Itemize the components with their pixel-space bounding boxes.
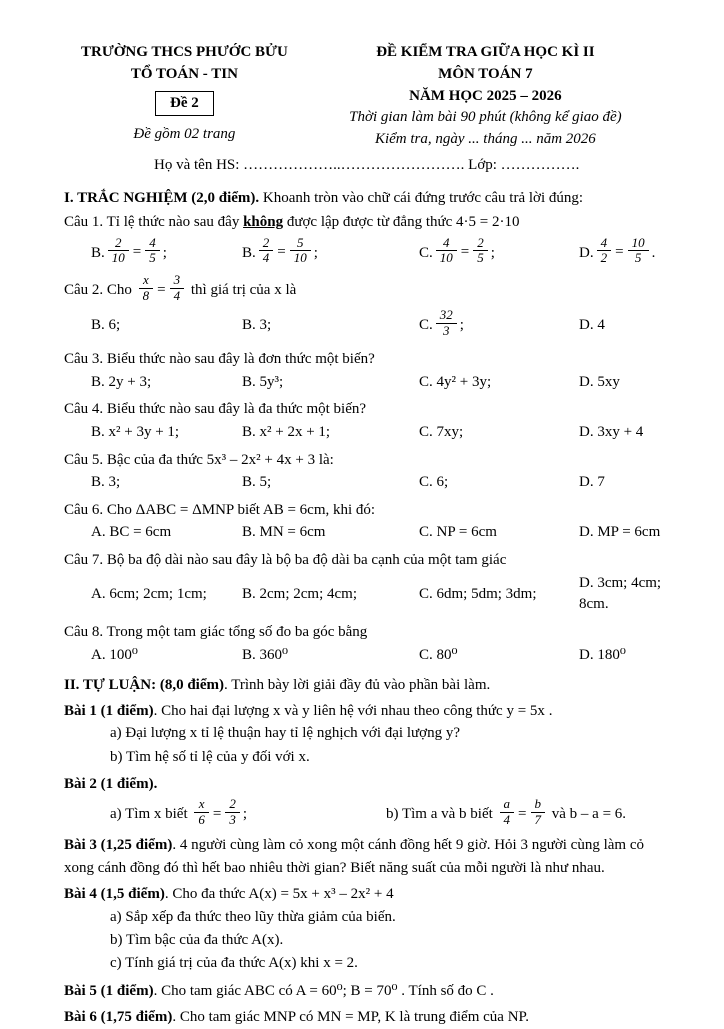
q1-option-1: B. $\frac{2}{10}$ = $\frac{4}{5}$ ; xyxy=(91,234,167,266)
exercise-3-stem: Bài 3 (1,25 điểm). 4 người cùng làm cỏ xong một cánh đồng hết 9 giờ. Hỏi 3 người cùng làm cỏ xong cánh đồng đó thì hết bao nhiêu thời gian? Biết năng suất của mỗi người là như nhau. xyxy=(64,837,644,876)
fraction: $\frac{4}{10}$ xyxy=(436,236,457,267)
q7-option-2: B. 2cm; 2cm; 4cm; xyxy=(242,585,357,602)
fraction: $\frac{4}{5}$ xyxy=(145,236,160,267)
q5-option-4: D. 7 xyxy=(579,474,605,491)
exercise-2-part-a: a) Tìm x biết $\frac{x}{6}$ = $\frac{2}{3}$ ; xyxy=(110,796,248,828)
school-name: TRƯỜNG THCS PHƯỚC BỬU xyxy=(80,44,288,60)
q2-option-2: B. 3; xyxy=(242,316,272,333)
question-5-options xyxy=(64,472,666,494)
q1-option-4: D. $\frac{4}{2}$ = $\frac{10}{5}$ . xyxy=(579,234,656,266)
question-2 xyxy=(64,272,666,341)
question-3 xyxy=(64,348,666,393)
fraction: $\frac{10}{5}$ xyxy=(628,236,649,267)
q5-option-1: B. 3; xyxy=(91,474,121,491)
fraction: $\frac{4}{2}$ xyxy=(597,236,612,267)
q3-option-3: C. 4y² + 3y; xyxy=(419,373,492,390)
q1-emphasis: không xyxy=(243,214,284,230)
question-4-stem: Câu 4. Biểu thức nào sau đây là đa thức một biến? xyxy=(64,401,367,418)
fraction: $\frac{5}{10}$ xyxy=(290,236,311,267)
exercise-1-part-a: a) Đại lượng x tỉ lệ thuận hay tỉ lệ nghịch với đại lượng y? xyxy=(110,725,460,742)
department-name: TỔ TOÁN - TIN xyxy=(130,65,238,82)
section-1-instruction: Khoanh tròn vào chữ cái đứng trước câu trả lời đúng: xyxy=(259,189,584,206)
q1-equation: 4·5 = 2·10 xyxy=(456,214,520,230)
question-4-options xyxy=(64,422,666,444)
fraction: $\frac{x}{6}$ xyxy=(194,797,209,828)
exercise-6 xyxy=(64,1006,666,1029)
exercise-4-part-a: a) Sắp xếp đa thức theo lũy thừa giảm của biến. xyxy=(110,908,396,925)
q8-option-3: C. 80⁰ xyxy=(419,646,458,663)
pages-note: Đề gồm 02 trang xyxy=(133,126,236,143)
q6-option-4: D. MP = 6cm xyxy=(579,524,661,541)
q8-option-4: D. 180⁰ xyxy=(579,646,626,663)
q1-option-2: B. $\frac{2}{4}$ = $\frac{5}{10}$ ; xyxy=(242,234,318,266)
exercise-2-parts xyxy=(64,796,666,830)
exercise-4-part-c: c) Tính giá trị của đa thức A(x) khi x = 2. xyxy=(110,955,358,972)
question-7 xyxy=(64,549,666,616)
exam-code-wrap xyxy=(64,86,305,125)
question-2-stem: Câu 2. Cho $\frac{x}{8}$ = $\frac{3}{4}$ thì giá trị của x là xyxy=(64,272,297,304)
fraction: $\frac{a}{4}$ xyxy=(500,797,515,828)
fraction: $\frac{2}{5}$ xyxy=(473,236,488,267)
time-note: Thời gian làm bài 90 phút (không kể giao đề) xyxy=(349,109,622,126)
q2-option-4: D. 4 xyxy=(579,316,605,333)
q4-option-1: B. x² + 3y + 1; xyxy=(91,423,180,440)
fraction: $\frac{2}{4}$ xyxy=(259,236,274,267)
q7-option-1: A. 6cm; 2cm; 1cm; xyxy=(91,585,207,602)
q7-option-3: C. 6dm; 5dm; 3dm; xyxy=(419,585,537,602)
exercise-5 xyxy=(64,980,666,1003)
q4-option-2: B. x² + 2x + 1; xyxy=(242,423,331,440)
question-7-options xyxy=(64,573,666,617)
question-5-stem: Câu 5. Bậc của đa thức 5x³ – 2x² + 4x + 3 là: xyxy=(64,451,334,468)
question-8-options xyxy=(64,645,666,667)
question-3-options xyxy=(64,372,666,394)
section-1-title: I. TRẮC NGHIỆM (2,0 điểm). xyxy=(64,189,260,206)
exam-header xyxy=(64,42,666,151)
section-1-heading xyxy=(64,187,666,210)
header-right-column xyxy=(305,42,666,151)
exercise-4 xyxy=(64,883,666,975)
question-1 xyxy=(64,211,666,268)
q3-option-4: D. 5xy xyxy=(579,373,620,390)
b5-angles: A = 60⁰; B = 70⁰ xyxy=(295,982,398,999)
student-name-line: Họ và tên HS: ………………..……………………. Lớp: ……………. xyxy=(154,156,580,173)
section-2-instruction: . Trình bày lời giải đầy đủ vào phần bài làm. xyxy=(224,677,491,694)
question-8 xyxy=(64,621,666,666)
question-6-stem: Câu 6. Cho ΔABC = ΔMNP biết AB = 6cm, khi đó: xyxy=(64,501,376,518)
q4-option-3: C. 7xy; xyxy=(419,423,464,440)
question-1-options xyxy=(64,234,666,269)
fraction: $\frac{x}{8}$ xyxy=(139,273,154,304)
question-2-options xyxy=(64,307,666,341)
exam-title: ĐỀ KIỂM TRA GIỮA HỌC KÌ II xyxy=(376,44,595,60)
fraction: $\frac{3}{4}$ xyxy=(170,273,185,304)
question-7-stem: Câu 7. Bộ ba độ dài nào sau đây là bộ ba độ dài ba cạnh của một tam giác xyxy=(64,552,507,569)
question-4 xyxy=(64,398,666,443)
fraction: $\frac{2}{3}$ xyxy=(225,797,240,828)
school-year: NĂM HỌC 2025 – 2026 xyxy=(409,87,562,104)
exercise-5-stem: Bài 5 (1 điểm). Cho tam giác ABC có A = 60⁰; B = 70⁰ . Tính số đo C . xyxy=(64,982,494,999)
b1-formula: y = 5x xyxy=(506,702,545,719)
exam-code-box: Đề 2 xyxy=(155,91,214,117)
q5-option-2: B. 5; xyxy=(242,474,272,491)
fraction: $\frac{32}{3}$ xyxy=(436,308,457,339)
header-left-column xyxy=(64,42,305,151)
q2-option-1: B. 6; xyxy=(91,316,121,333)
q7-option-4: D. 3cm; 4cm; 8cm. xyxy=(579,574,662,613)
q8-option-2: B. 360⁰ xyxy=(242,646,289,663)
q3-option-2: B. 5y³; xyxy=(242,373,284,390)
q2-option-3: C. $\frac{32}{3}$ ; xyxy=(419,307,464,339)
q5-option-3: C. 6; xyxy=(419,474,449,491)
question-6 xyxy=(64,499,666,544)
exercise-2 xyxy=(64,773,666,830)
exercise-2-stem: Bài 2 (1 điểm). xyxy=(64,775,158,792)
question-6-options xyxy=(64,522,666,544)
exercise-2-part-b: b) Tìm a và b biết $\frac{a}{4}$ = $\frac{b}{7}$ và b – a = 6. xyxy=(386,796,627,828)
exercise-1-part-b: b) Tìm hệ số tỉ lệ của y đối với x. xyxy=(110,748,310,765)
question-8-stem: Câu 8. Trong một tam giác tổng số đo ba góc bằng xyxy=(64,624,368,641)
exercise-4-stem: Bài 4 (1,5 điểm). Cho đa thức A(x) = 5x + x³ – 2x² + 4 xyxy=(64,886,394,903)
fraction: $\frac{2}{10}$ xyxy=(108,236,129,267)
question-1-stem: Câu 1. Tỉ lệ thức nào sau đây không được lập được từ đẳng thức 4·5 = 2·10 xyxy=(64,214,520,230)
q1-option-3: C. $\frac{4}{10}$ = $\frac{2}{5}$ ; xyxy=(419,234,495,266)
b4-polynomial: A(x) = 5x + x³ – 2x² + 4 xyxy=(248,886,394,903)
exercise-1 xyxy=(64,700,666,769)
q6-option-1: A. BC = 6cm xyxy=(91,524,172,541)
q5-polynomial: 5x³ – 2x² + 4x + 3 xyxy=(206,451,316,468)
exercise-6-stem: Bài 6 (1,75 điểm). Cho tam giác MNP có MN = MP, K là trung điểm của NP. xyxy=(64,1009,529,1025)
q6-option-3: C. NP = 6cm xyxy=(419,524,497,541)
q4-option-4: D. 3xy + 4 xyxy=(579,423,644,440)
fraction: $\frac{b}{7}$ xyxy=(531,797,546,828)
q6-option-2: B. MN = 6cm xyxy=(242,524,326,541)
exercise-3 xyxy=(64,834,666,879)
date-note: Kiểm tra, ngày ... tháng ... năm 2026 xyxy=(374,131,596,147)
exercise-1-stem: Bài 1 (1 điểm). Cho hai đại lượng x và y liên hệ với nhau theo công thức y = 5x . xyxy=(64,702,553,719)
q8-option-1: A. 100⁰ xyxy=(91,646,138,663)
question-5 xyxy=(64,449,666,494)
section-2-heading xyxy=(64,674,666,697)
section-2-title: II. TỰ LUẬN: (8,0 điểm) xyxy=(64,677,224,694)
exercise-4-part-b: b) Tìm bậc của đa thức A(x). xyxy=(110,932,284,948)
subject-title: MÔN TOÁN 7 xyxy=(438,65,533,82)
question-3-stem: Câu 3. Biểu thức nào sau đây là đơn thức một biến? xyxy=(64,351,375,368)
q3-option-1: B. 2y + 3; xyxy=(91,373,152,390)
